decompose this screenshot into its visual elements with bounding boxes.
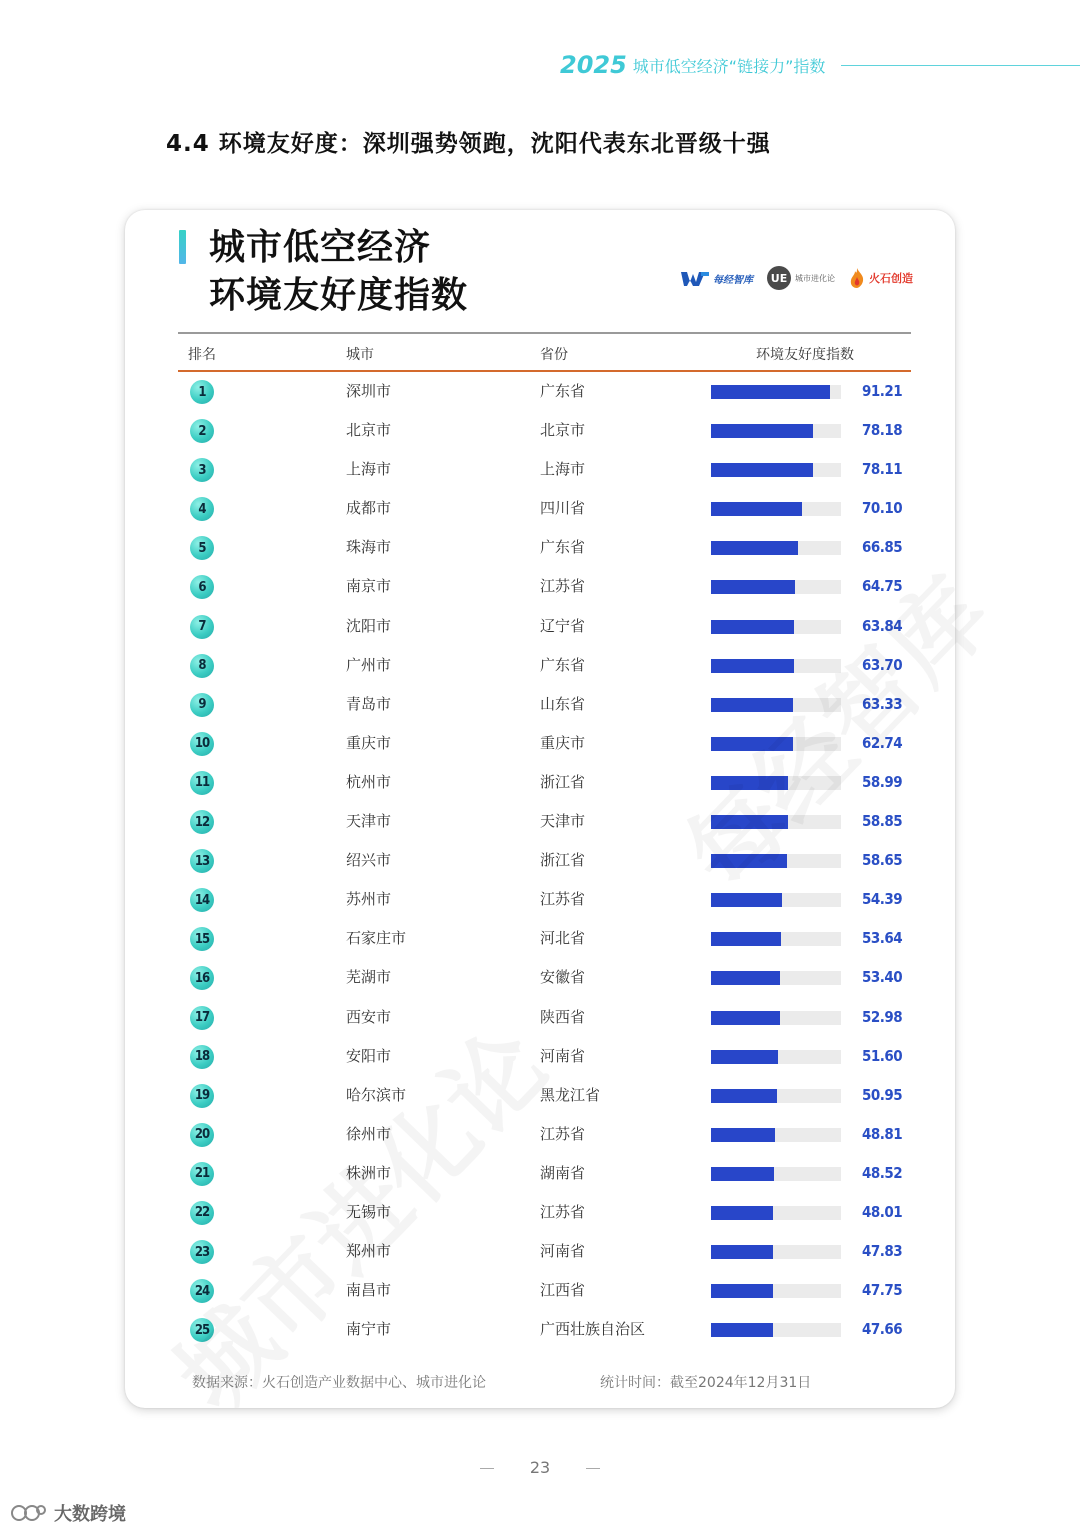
table-row	[178, 1076, 911, 1115]
city-cell: 青岛市	[346, 694, 392, 713]
score-value: 78.11	[862, 460, 903, 479]
province-cell: 北京市	[540, 421, 586, 440]
table-row	[178, 1271, 911, 1310]
province-cell: 河南省	[540, 1046, 586, 1065]
score-value: 47.66	[862, 1320, 903, 1339]
flame-icon	[849, 268, 865, 288]
rank-badge: 17	[190, 1006, 214, 1030]
table-row	[178, 1232, 911, 1271]
province-cell: 山东省	[540, 694, 586, 713]
city-cell: 杭州市	[346, 772, 392, 791]
score-bar-track	[711, 1050, 841, 1064]
city-cell: 深圳市	[346, 382, 392, 400]
score-value: 64.75	[862, 577, 903, 596]
score-bar-track	[711, 424, 841, 438]
header-year: 2025	[560, 51, 627, 79]
score-value: 54.39	[862, 890, 903, 909]
province-cell: 四川省	[540, 499, 586, 518]
score-value: 53.40	[862, 968, 903, 987]
rank-badge: 18	[190, 1045, 214, 1069]
rank-badge: 20	[190, 1123, 214, 1147]
score-bar-track	[711, 541, 841, 555]
index-card	[125, 210, 955, 1408]
score-bar-track	[711, 620, 841, 634]
corner-watermark-text: 大数跨境	[54, 1504, 126, 1525]
rank-badge: 21	[190, 1162, 214, 1186]
score-value: 91.21	[862, 382, 903, 400]
rank-badge: 25	[190, 1318, 214, 1342]
score-bar	[711, 932, 781, 946]
city-cell: 上海市	[346, 460, 392, 479]
city-cell: 南昌市	[346, 1281, 392, 1300]
score-bar-track	[711, 971, 841, 985]
city-cell: 郑州市	[346, 1242, 392, 1261]
province-cell: 江苏省	[540, 890, 586, 909]
score-bar-track	[711, 1167, 841, 1181]
score-bar-track	[711, 776, 841, 790]
score-bar	[711, 463, 813, 477]
score-value: 58.65	[862, 851, 903, 870]
rank-badge: 16	[190, 966, 214, 990]
city-cell: 南京市	[346, 577, 392, 596]
rank-badge: 22	[190, 1201, 214, 1225]
score-bar	[711, 385, 830, 399]
partner-logos	[681, 266, 913, 290]
score-value: 58.99	[862, 772, 903, 791]
col-header-city: 城市	[346, 347, 374, 363]
score-bar	[711, 1128, 775, 1142]
rank-badge: 4	[190, 497, 214, 521]
card-title-line1: 城市低空经济	[209, 227, 432, 268]
header-rule	[841, 65, 1080, 66]
rank-badge: 15	[190, 927, 214, 951]
table-row	[178, 1310, 911, 1349]
city-cell: 沈阳市	[346, 616, 392, 635]
city-cell: 徐州市	[346, 1124, 392, 1143]
score-value: 52.98	[862, 1007, 903, 1026]
province-cell: 浙江省	[540, 772, 586, 791]
province-cell: 江苏省	[540, 577, 586, 596]
col-header-rank: 排名	[188, 347, 216, 363]
mj-logo-text: 每经智库	[713, 274, 753, 286]
city-cell: 哈尔滨市	[346, 1085, 407, 1104]
score-bar	[711, 698, 793, 712]
score-bar-track	[711, 1284, 841, 1298]
city-cell: 天津市	[346, 812, 392, 831]
score-value: 66.85	[862, 538, 903, 557]
score-value: 51.60	[862, 1046, 903, 1065]
table-row	[178, 489, 911, 528]
rank-badge: 13	[190, 849, 214, 873]
card-title	[209, 224, 468, 320]
ue-logo-mark: UE	[767, 266, 791, 290]
score-bar-track	[711, 698, 841, 712]
city-cell: 重庆市	[346, 733, 392, 752]
score-bar	[711, 1011, 780, 1025]
score-bar	[711, 580, 795, 594]
rank-badge: 23	[190, 1240, 214, 1264]
table-row	[178, 372, 911, 411]
table-row	[178, 880, 911, 919]
table-row	[178, 450, 911, 489]
col-header-province: 省份	[540, 347, 568, 363]
table-row	[178, 528, 911, 567]
score-bar	[711, 1245, 773, 1259]
score-bar	[711, 815, 788, 829]
score-bar	[711, 776, 788, 790]
score-bar-track	[711, 854, 841, 868]
table-body	[178, 372, 911, 1349]
mj-logo	[681, 270, 753, 286]
table-row	[178, 763, 911, 802]
hs-logo	[849, 268, 913, 288]
score-bar	[711, 1284, 773, 1298]
city-cell: 株洲市	[346, 1163, 392, 1182]
province-cell: 辽宁省	[540, 616, 586, 635]
province-cell: 江西省	[540, 1281, 586, 1300]
score-bar-track	[711, 580, 841, 594]
city-cell: 广州市	[346, 655, 392, 674]
table-row	[178, 1154, 911, 1193]
score-bar-track	[711, 1089, 841, 1103]
table-header	[178, 334, 911, 370]
rank-badge: 5	[190, 536, 214, 560]
rank-badge: 6	[190, 575, 214, 599]
score-value: 47.83	[862, 1242, 903, 1261]
hs-logo-text: 火石创造	[869, 272, 913, 285]
province-cell: 广东省	[540, 538, 586, 557]
city-cell: 成都市	[346, 499, 392, 518]
score-bar	[711, 424, 813, 438]
province-cell: 浙江省	[540, 851, 586, 870]
score-value: 62.74	[862, 733, 903, 752]
province-cell: 河北省	[540, 929, 586, 948]
province-cell: 江苏省	[540, 1124, 586, 1143]
data-source: 数据来源：火石创造产业数据中心、城市进化论	[192, 1375, 486, 1391]
section-title: 4.4 环境友好度：深圳强势领跑，沈阳代表东北晋级十强	[166, 131, 771, 157]
score-value: 63.70	[862, 655, 903, 674]
score-value: 70.10	[862, 499, 903, 518]
table-row	[178, 1193, 911, 1232]
score-bar	[711, 971, 780, 985]
rank-badge: 11	[190, 771, 214, 795]
rank-badge: 19	[190, 1084, 214, 1108]
score-value: 47.75	[862, 1281, 903, 1300]
header-title: 城市低空经济“链接力”指数	[632, 56, 826, 76]
table-row	[178, 567, 911, 606]
score-bar-track	[711, 659, 841, 673]
table-row	[178, 1115, 911, 1154]
rank-badge: 10	[190, 732, 214, 756]
table-row	[178, 802, 911, 841]
rank-badge: 24	[190, 1279, 214, 1303]
score-bar-track	[711, 502, 841, 516]
table-row	[178, 646, 911, 685]
rank-badge: 14	[190, 888, 214, 912]
province-cell: 江苏省	[540, 1202, 586, 1221]
rank-badge: 12	[190, 810, 214, 834]
score-bar	[711, 659, 794, 673]
page-header	[560, 50, 1080, 80]
rank-badge: 2	[190, 419, 214, 443]
table-row	[178, 958, 911, 997]
mj-logo-icon	[681, 270, 709, 286]
corner-watermark	[10, 1500, 126, 1526]
city-cell: 无锡市	[346, 1202, 392, 1221]
province-cell: 重庆市	[540, 733, 586, 752]
score-value: 63.33	[862, 694, 903, 713]
score-bar	[711, 620, 794, 634]
score-value: 63.84	[862, 616, 903, 635]
score-value: 48.52	[862, 1163, 903, 1182]
score-bar-track	[711, 463, 841, 477]
province-cell: 天津市	[540, 812, 586, 831]
score-bar-track	[711, 1323, 841, 1337]
province-cell: 黑龙江省	[540, 1085, 601, 1104]
score-bar	[711, 1323, 773, 1337]
table-row	[178, 411, 911, 450]
corner-logo-icon	[10, 1502, 48, 1524]
score-bar-track	[711, 1245, 841, 1259]
score-bar	[711, 541, 798, 555]
score-bar-track	[711, 1128, 841, 1142]
table-row	[178, 841, 911, 880]
city-cell: 北京市	[346, 421, 392, 440]
page-number-text: 23	[529, 1458, 551, 1477]
province-cell: 安徽省	[540, 968, 586, 987]
city-cell: 安阳市	[346, 1046, 392, 1065]
score-bar	[711, 502, 802, 516]
stat-date: 统计时间：截至2024年12月31日	[600, 1375, 812, 1391]
score-bar	[711, 737, 793, 751]
score-bar-track	[711, 815, 841, 829]
ue-logo-text: 城市进化论	[795, 273, 835, 283]
city-cell: 西安市	[346, 1007, 392, 1026]
province-cell: 广西壮族自治区	[540, 1320, 646, 1339]
table-row	[178, 724, 911, 763]
ue-logo	[767, 266, 835, 290]
score-bar-track	[711, 1011, 841, 1025]
score-bar	[711, 1089, 777, 1103]
score-bar-track	[711, 932, 841, 946]
table-row	[178, 1037, 911, 1076]
score-bar-track	[711, 737, 841, 751]
city-cell: 南宁市	[346, 1320, 392, 1339]
province-cell: 广东省	[540, 382, 586, 400]
rank-badge: 9	[190, 693, 214, 717]
table-row	[178, 607, 911, 646]
city-cell: 苏州市	[346, 890, 392, 909]
score-bar-track	[711, 893, 841, 907]
score-bar	[711, 1167, 774, 1181]
score-value: 48.01	[862, 1202, 903, 1221]
city-cell: 芜湖市	[346, 968, 392, 987]
rank-badge: 1	[190, 380, 214, 404]
card-title-line2: 环境友好度指数	[209, 275, 469, 316]
score-bar	[711, 893, 782, 907]
table-row	[178, 685, 911, 724]
score-bar	[711, 1050, 778, 1064]
score-bar-track	[711, 385, 841, 399]
score-bar-track	[711, 1206, 841, 1220]
rank-badge: 3	[190, 458, 214, 482]
rank-badge: 8	[190, 654, 214, 678]
score-value: 58.85	[862, 812, 903, 831]
score-bar	[711, 854, 787, 868]
table-row	[178, 998, 911, 1037]
score-value: 48.81	[862, 1124, 903, 1143]
city-cell: 珠海市	[346, 538, 392, 557]
score-value: 50.95	[862, 1085, 903, 1104]
score-value: 53.64	[862, 929, 903, 948]
score-value: 78.18	[862, 421, 903, 440]
province-cell: 湖南省	[540, 1163, 586, 1182]
province-cell: 上海市	[540, 460, 586, 479]
city-cell: 绍兴市	[346, 851, 392, 870]
title-accent-bar	[179, 230, 186, 264]
page-number	[0, 1458, 1080, 1477]
score-bar	[711, 1206, 773, 1220]
table-row	[178, 919, 911, 958]
province-cell: 河南省	[540, 1242, 586, 1261]
province-cell: 陕西省	[540, 1007, 586, 1026]
rank-badge: 7	[190, 615, 214, 639]
province-cell: 广东省	[540, 655, 586, 674]
city-cell: 石家庄市	[346, 929, 407, 948]
col-header-index: 环境友好度指数	[756, 347, 854, 363]
